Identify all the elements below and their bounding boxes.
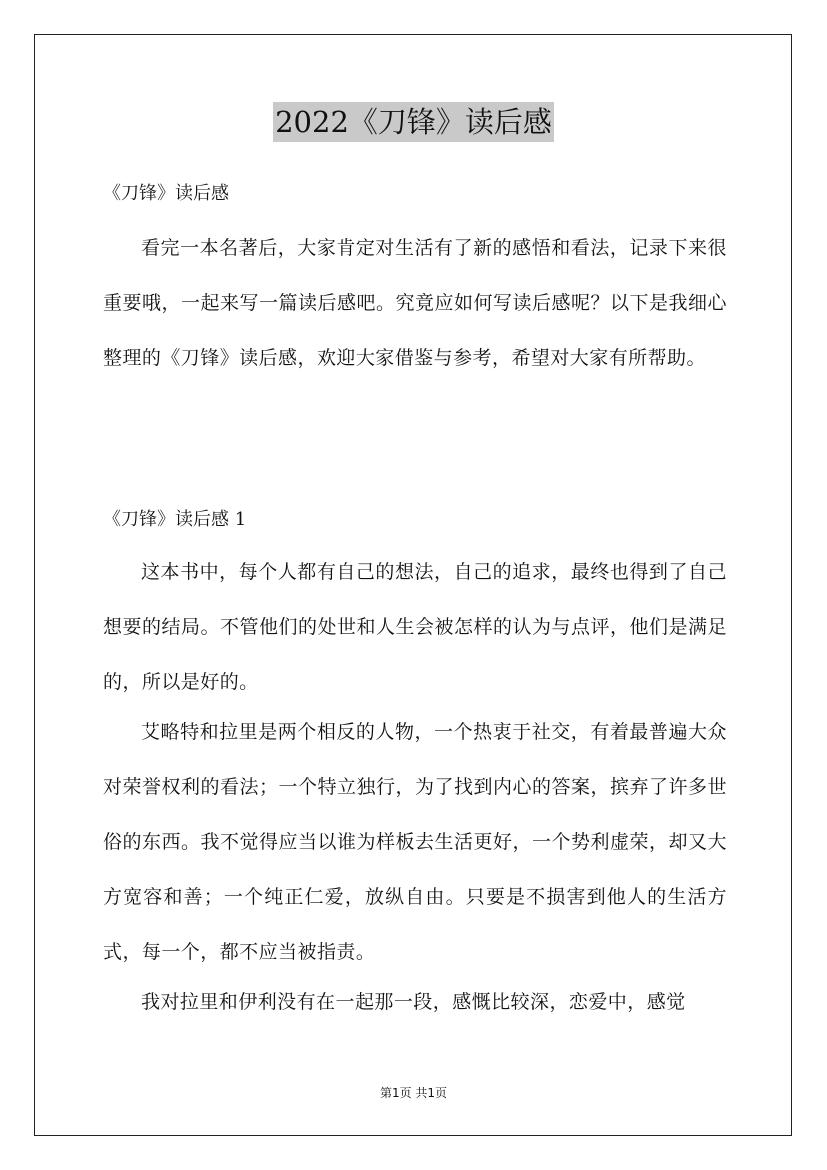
section1-paragraph-2: 艾略特和拉里是两个相反的人物，一个热衷于社交，有着最普遍大众对荣誉权利的看法；一个特立独行，为了找到内心的答案，摈弃了许多世俗的东西。我不觉得应当以谁为样板去生活更好，一个势利虚荣，却又大方宽容和善；一个纯正仁爱，放纵自由。只要是不损害到他人的生活方式，每一个，都不应当被指责。 xyxy=(103,721,727,963)
intro-heading: 《刀锋》读后感 xyxy=(103,183,229,204)
section1-paragraph-1: 这本书中，每个人都有自己的想法，自己的追求，最终也得到了自己想要的结局。不管他们的处世和人生会被怎样的认为与点评，他们是满足的，所以是好的。 xyxy=(103,561,727,693)
intro-paragraph: 看完一本名著后，大家肯定对生活有了新的感悟和看法，记录下来很重要哦，一起来写一篇读后感吧。究竟应如何写读后感呢？以下是我细心整理的《刀锋》读后感，欢迎大家借鉴与参考，希望对大家有所帮助。 xyxy=(103,237,727,369)
section1-paragraph-3: 我对拉里和伊利没有在一起那一段，感慨比较深，恋爱中，感觉 xyxy=(141,991,686,1013)
page-footer xyxy=(0,1085,827,1101)
page-number-info: 第1页 共1页 xyxy=(379,1086,448,1100)
document-title xyxy=(0,102,827,142)
document-title-text: 2022《刀锋》读后感 xyxy=(273,102,554,142)
section1-heading: 《刀锋》读后感 1 xyxy=(103,509,247,530)
